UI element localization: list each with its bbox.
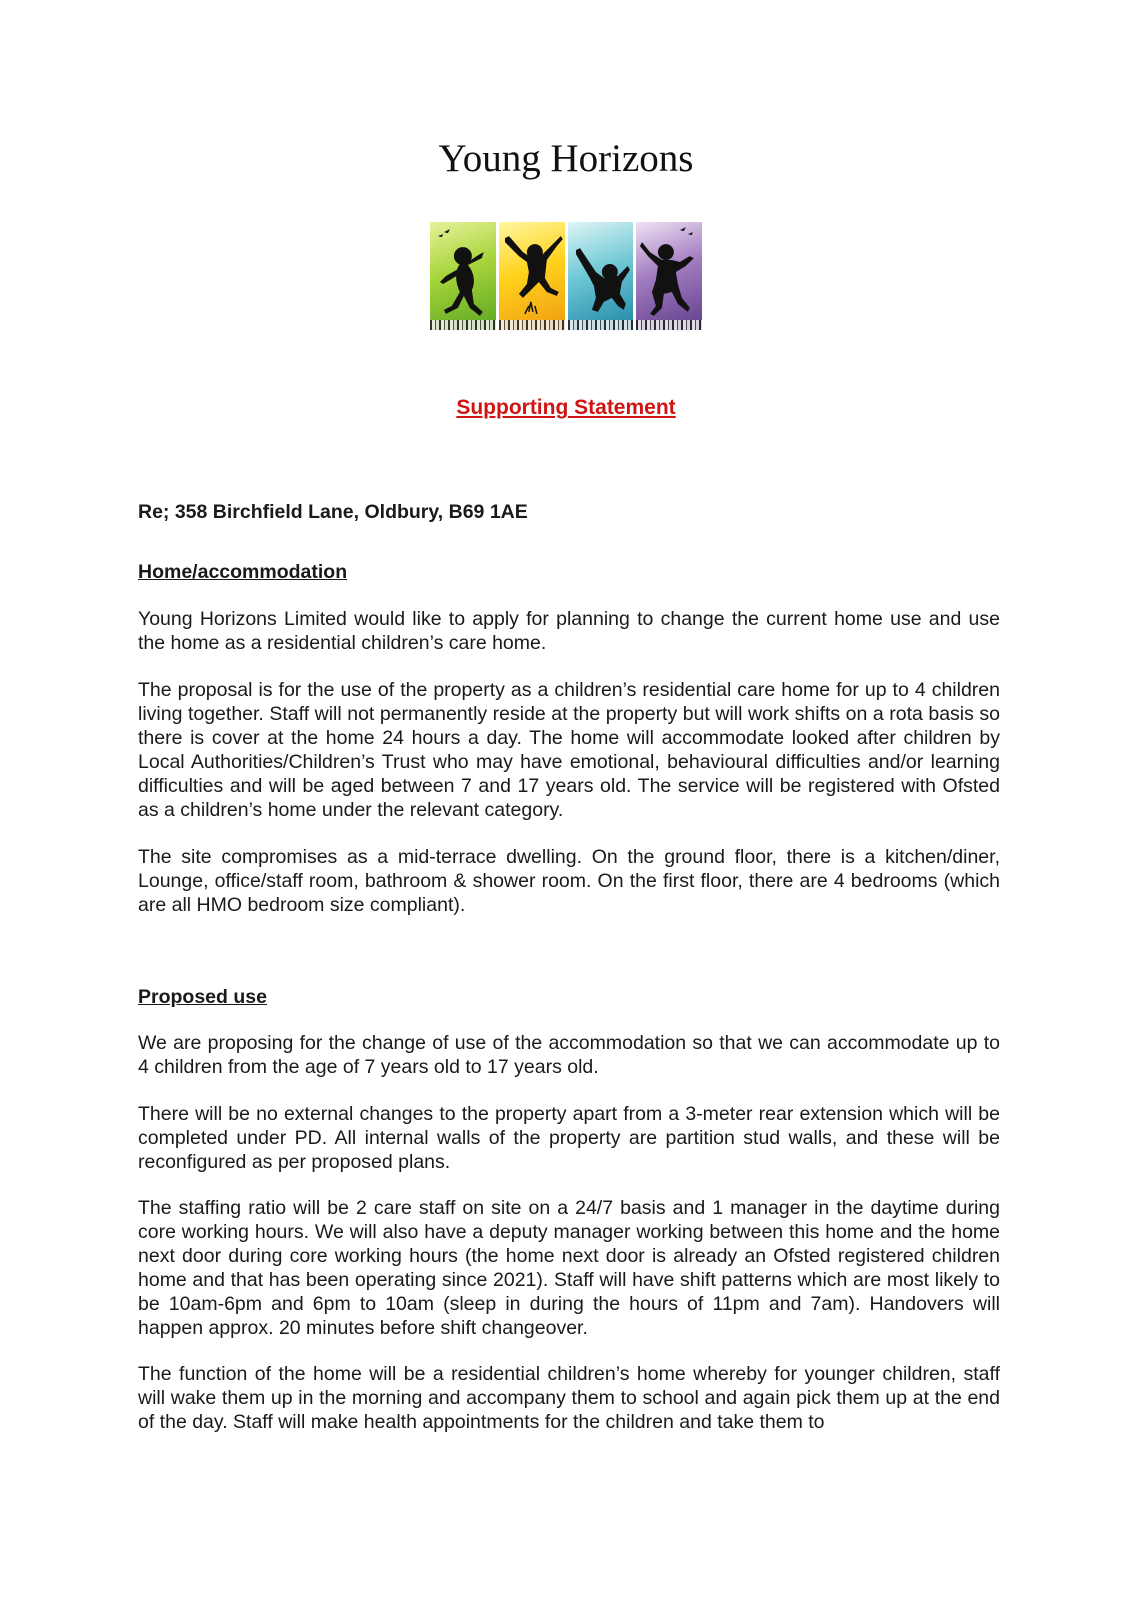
logo-ground — [636, 320, 702, 330]
jumping-children-logo-icon — [430, 222, 702, 330]
paragraph: The proposal is for the use of the property as a children’s residential care home for up to 4 children living together. Staff will not permanently reside at the property but will work shifts on a rota basis so there is cover at the home 24 hours a day. The home will accommodate looked after children by Local Authorities/Children’s Trust who may have emotional, behavioural difficulties and/or learning difficulties and will be aged between 7 and 17 years old. The service will be registered with Ofsted as a children’s home under the relevant category. — [138, 679, 1000, 821]
jumping-child-silhouette-icon — [430, 222, 496, 330]
section-heading-proposed-use: Proposed use — [138, 986, 267, 1008]
org-title: Young Horizons — [438, 137, 694, 180]
logo-panel-yellow — [499, 222, 565, 330]
paragraph: Young Horizons Limited would like to apply for planning to change the current home use and use the home as a residential children’s care home. — [138, 608, 1000, 654]
logo-panel-green — [430, 222, 496, 330]
jumping-child-silhouette-icon — [568, 222, 634, 330]
section-heading-home-accommodation: Home/accommodation — [138, 561, 348, 583]
logo-ground — [499, 320, 565, 330]
paragraph: There will be no external changes to the property apart from a 3-meter rear extension which will be completed under PD. All internal walls of the property are partition stud walls, and these will be reconfigured as per proposed plans. — [138, 1103, 1000, 1173]
logo-panel-blue — [568, 222, 634, 330]
jumping-child-silhouette-icon — [636, 222, 702, 330]
logo-ground — [568, 320, 634, 330]
paragraph: We are proposing for the change of use of the accommodation so that we can accommodate up to 4 children from the age of 7 years old to 17 years old. — [138, 1032, 1000, 1078]
jumping-child-silhouette-icon — [499, 222, 565, 330]
logo-ground — [430, 320, 496, 330]
paragraph: The site compromises as a mid-terrace dwelling. On the ground floor, there is a kitchen/diner, Lounge, office/staff room, bathroom & shower room. On the first floor, there are 4 bedrooms (which are all HMO bedroom size compliant). — [138, 846, 1000, 916]
logo-panel-purple — [636, 222, 702, 330]
address-reference: Re; 358 Birchfield Lane, Oldbury, B69 1AE — [138, 501, 528, 523]
document-subtitle: Supporting Statement — [456, 396, 676, 419]
paragraph: The function of the home will be a residential children’s home whereby for younger children, staff will wake them up in the morning and accompany them to school and again pick them up at the end of the day. Staff will make health appointments for the children and take them to — [138, 1363, 1000, 1433]
paragraph: The staffing ratio will be 2 care staff on site on a 24/7 basis and 1 manager in the daytime during core working hours. We will also have a deputy manager working between this home and the home next door during core working hours (the home next door is already an Ofsted registered children home and that has been operating since 2021). Staff will have shift patterns which are most likely to be 10am-6pm and 6pm to 10am (sleep in during the hours of 11pm and 7am). Handovers will happen approx. 20 minutes before shift changeover. — [138, 1197, 1000, 1339]
